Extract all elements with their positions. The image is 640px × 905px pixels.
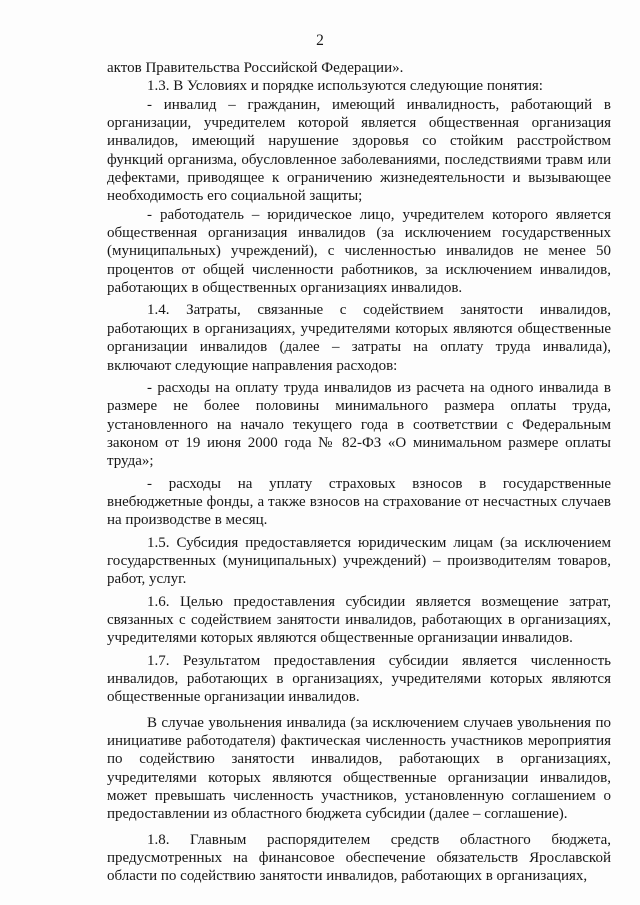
paragraph-1-4: 1.4. Затраты, связанные с содействием занятости инвалидов, работающих в организациях, учредителями которых являются общественные организации инвалидов (далее – затраты на оплату труда инвалида), включают следующие направления расходов:: [107, 302, 611, 374]
document-body: [107, 59, 611, 886]
definition-invalid: - инвалид – гражданин, имеющий инвалидность, работающий в организации, учредителем которой является общественная организация инвалидов, имеющий нарушение здоровья со стойким расстройством функций организма, обусловленное заболеваниями, последствиями травм или дефектами, приводящее к ограничению жизнедеятельности и вызывающее необходимость его социальной защиты;: [107, 96, 611, 205]
paragraph-1-3: 1.3. В Условиях и порядке используются следующие понятия:: [147, 78, 543, 95]
paragraph-1-6: 1.6. Целью предоставления субсидии является возмещение затрат, связанных с содействием занятости инвалидов, работающих в организациях, учредителями которых являются общественные организации инвалидов.: [107, 593, 611, 647]
paragraph-1-8: 1.8. Главным распорядителем средств областного бюджета, предусмотренных на финансовое обеспечение обязательств Ярославской области по содействию занятости инвалидов, работающих в организациях,: [107, 831, 611, 885]
expense-item-contributions: - расходы на уплату страховых взносов в государственные внебюджетные фонды, а также взносов на страхование от несчастных случаев на производстве в месяц.: [107, 475, 611, 529]
page-number: 2: [316, 32, 324, 49]
paragraph-continuation: актов Правительства Российской Федерации».: [107, 60, 404, 76]
expense-item-wages: - расходы на оплату труда инвалидов из расчета на одного инвалида в размере не более половины минимального размера оплаты труда, установленного на начало текущего года в соответствии с Федеральным законом от 19 июня 2000 года № 82-ФЗ «О минимальном размере оплаты труда»;: [107, 379, 611, 470]
paragraph-1-5: 1.5. Субсидия предоставляется юридическим лицам (за исключением государственных (муниципальных) учреждений) – производителям товаров, работ, услуг.: [107, 534, 611, 588]
paragraph-dismissal-case: В случае увольнения инвалида (за исключением случаев увольнения по инициативе работодателя) фактическая численность участников мероприятия по содействию занятости инвалидов, работающих в организациях, учредителями которых являются общественные организации инвалидов, может превышать численность участников, установленную соглашением о предоставлении из областного бюджета субсидии (далее – соглашение).: [107, 714, 611, 823]
paragraph-1-7: 1.7. Результатом предоставления субсидии является численность инвалидов, работающих в организациях, учредителями которых являются общественные организации инвалидов.: [107, 652, 611, 706]
definition-employer: - работодатель – юридическое лицо, учредителем которого является общественная организация инвалидов (за исключением государственных (муниципальных) учреждений), с численностью инвалидов не менее 50 процентов от общей численности работников, за исключением инвалидов, работающих в общественных организациях инвалидов.: [107, 206, 611, 297]
